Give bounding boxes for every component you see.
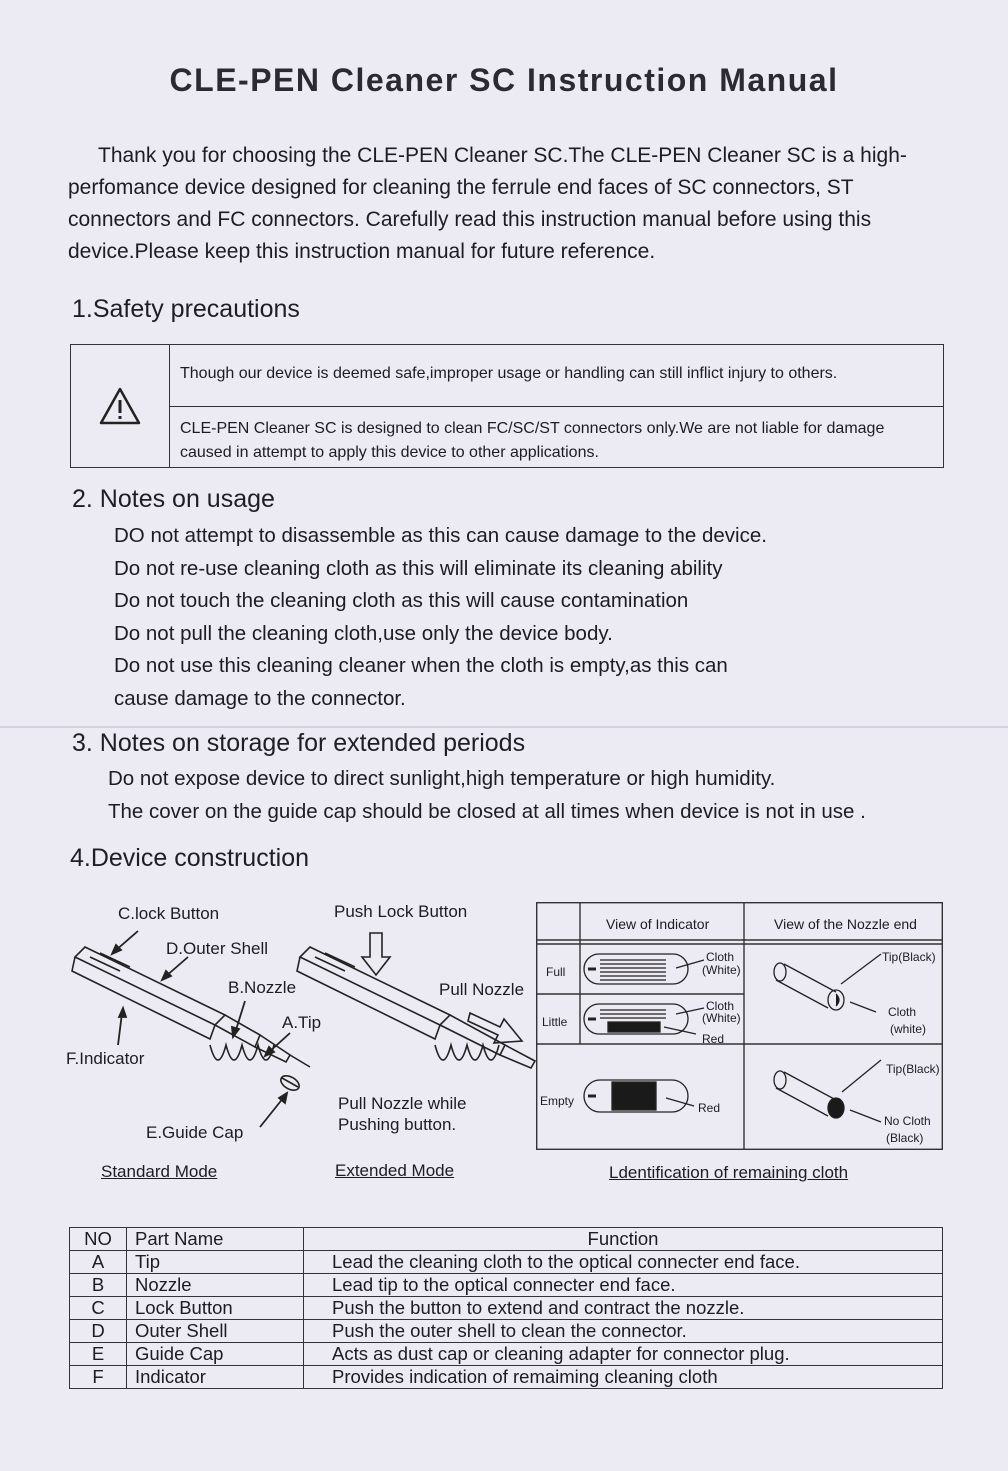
cell-function: Acts as dust cap or cleaning adapter for connector plug. — [304, 1343, 943, 1366]
cell-no: E — [70, 1343, 127, 1366]
table-row — [70, 1366, 943, 1389]
table-row — [70, 1343, 943, 1366]
pull-arrow-icon — [468, 1013, 522, 1043]
safety-heading: 1.Safety precautions — [72, 295, 300, 323]
empty-nocloth-label: No Cloth — [884, 1114, 931, 1128]
row-little-label: Little — [542, 1015, 568, 1029]
caption-standard-mode: Standard Mode — [101, 1162, 218, 1181]
cell-part: Tip — [127, 1251, 304, 1274]
storage-item: The cover on the guide cap should be closed at all times when device is not in use . — [108, 799, 866, 823]
full-nozzle-cloth: Cloth — [888, 1005, 917, 1019]
usage-list — [114, 520, 767, 715]
page-title: CLE-PEN Cleaner SC Instruction Manual — [169, 62, 839, 98]
little-cloth-label: Cloth — [706, 999, 735, 1013]
usage-item: Do not touch the cleaning cloth as this will cause contamination — [114, 589, 689, 612]
row-empty-label: Empty — [540, 1094, 575, 1108]
cell-part: Indicator — [127, 1366, 304, 1389]
construction-diagram — [60, 895, 950, 1195]
empty-tip-label: Tip(Black) — [886, 1062, 940, 1076]
header-part-name: Part Name — [127, 1228, 304, 1251]
cell-part: Nozzle — [127, 1274, 304, 1297]
cell-function: Push the outer shell to clean the connector. — [304, 1320, 943, 1343]
extended-pen-drawing — [297, 947, 535, 1068]
col-view-indicator: View of Indicator — [606, 916, 710, 932]
storage-heading: 3. Notes on storage for extended periods — [72, 729, 526, 757]
cell-no: B — [70, 1274, 127, 1297]
label-pull-nozzle: Pull Nozzle — [439, 980, 525, 999]
warning-cell — [71, 345, 170, 467]
cell-part: Outer Shell — [127, 1320, 304, 1343]
usage-item: cause damage to the connector. — [114, 686, 406, 710]
col-view-nozzle: View of the Nozzle end — [774, 916, 917, 932]
caption-identification: Ldentification of remaining cloth — [609, 1163, 849, 1182]
empty-red-label: Red — [698, 1101, 721, 1115]
usage-heading: 2. Notes on usage — [72, 485, 275, 513]
table-row — [70, 1251, 943, 1274]
cell-no: C — [70, 1297, 127, 1320]
safety-row-1: Though our device is deemed safe,improper usage or handling can still inflict injury to others. — [170, 345, 943, 407]
safety-row-2: CLE-PEN Cleaner SC is designed to clean FC/SC/ST connectors only.We are not liable for damage caused in attempt to apply this device to other applications. — [180, 420, 885, 461]
construction-heading: 4.Device construction — [70, 844, 310, 872]
paper-fold-line — [0, 726, 1008, 728]
cell-function: Push the button to extend and contract the nozzle. — [304, 1297, 943, 1320]
parts-table — [69, 1227, 943, 1389]
label-lock-button: C.lock Button — [118, 904, 220, 923]
usage-item: Do not use this cleaning cleaner when the cloth is empty,as this can — [114, 654, 728, 677]
cell-function: Lead tip to the optical connecter end face. — [304, 1274, 943, 1297]
table-row — [70, 1320, 943, 1343]
cell-part: Lock Button — [127, 1297, 304, 1320]
cell-no: A — [70, 1251, 127, 1274]
storage-list — [108, 763, 866, 828]
storage-item: Do not expose device to direct sunlight,high temperature or high humidity. — [108, 767, 776, 790]
intro-paragraph: Thank you for choosing the CLE-PEN Cleaner SC.The CLE-PEN Cleaner SC is a high-perfomance device designed for cleaning the ferrule end faces of SC connectors, ST connectors and FC connectors. Carefully read this instruction manual before using this device.Please keep this instruction manual for future reference. — [68, 144, 907, 263]
cell-function: Lead the cleaning cloth to the optical connecter end face. — [304, 1251, 943, 1274]
label-pull-note-1: Pull Nozzle while — [338, 1094, 467, 1113]
empty-black-label: (Black) — [886, 1131, 924, 1145]
header-function: Function — [304, 1228, 943, 1251]
full-nozzle-white: (white) — [890, 1022, 927, 1036]
label-indicator: F.Indicator — [66, 1049, 145, 1068]
indicator-table-drawing — [536, 902, 943, 1150]
label-nozzle: B.Nozzle — [228, 978, 297, 997]
usage-item: DO not attempt to disassemble as this can cause damage to the device. — [114, 524, 767, 547]
full-tip-label: Tip(Black) — [882, 950, 936, 964]
little-red-label: Red — [702, 1032, 725, 1046]
caption-extended-mode: Extended Mode — [335, 1161, 455, 1180]
label-pull-note-2: Pushing button. — [338, 1115, 457, 1134]
warning-triangle-icon — [98, 386, 142, 426]
little-white-label: (White) — [702, 1011, 741, 1025]
indicator-table — [536, 902, 943, 1150]
cell-no: F — [70, 1366, 127, 1389]
label-push-lock: Push Lock Button — [334, 902, 468, 921]
usage-item: Do not re-use cleaning cloth as this will eliminate its cleaning ability — [114, 556, 723, 580]
full-cloth-label: Cloth — [706, 950, 735, 964]
table-header-row — [70, 1228, 943, 1251]
table-row — [70, 1297, 943, 1320]
safety-table — [70, 344, 944, 468]
push-arrow-icon — [362, 933, 390, 975]
label-guide-cap: E.Guide Cap — [146, 1123, 244, 1142]
standard-pen-drawing — [72, 947, 310, 1093]
table-row — [70, 1274, 943, 1297]
cell-no: D — [70, 1320, 127, 1343]
row-full-label: Full — [546, 965, 566, 979]
label-tip: A.Tip — [282, 1013, 322, 1032]
full-white-label: (White) — [702, 963, 741, 977]
cell-part: Guide Cap — [127, 1343, 304, 1366]
cell-function: Provides indication of remaiming cleaning cloth — [304, 1366, 943, 1389]
label-outer-shell: D.Outer Shell — [166, 939, 269, 958]
header-no: NO — [70, 1228, 127, 1251]
usage-item: Do not pull the cleaning cloth,use only the device body. — [114, 621, 613, 645]
